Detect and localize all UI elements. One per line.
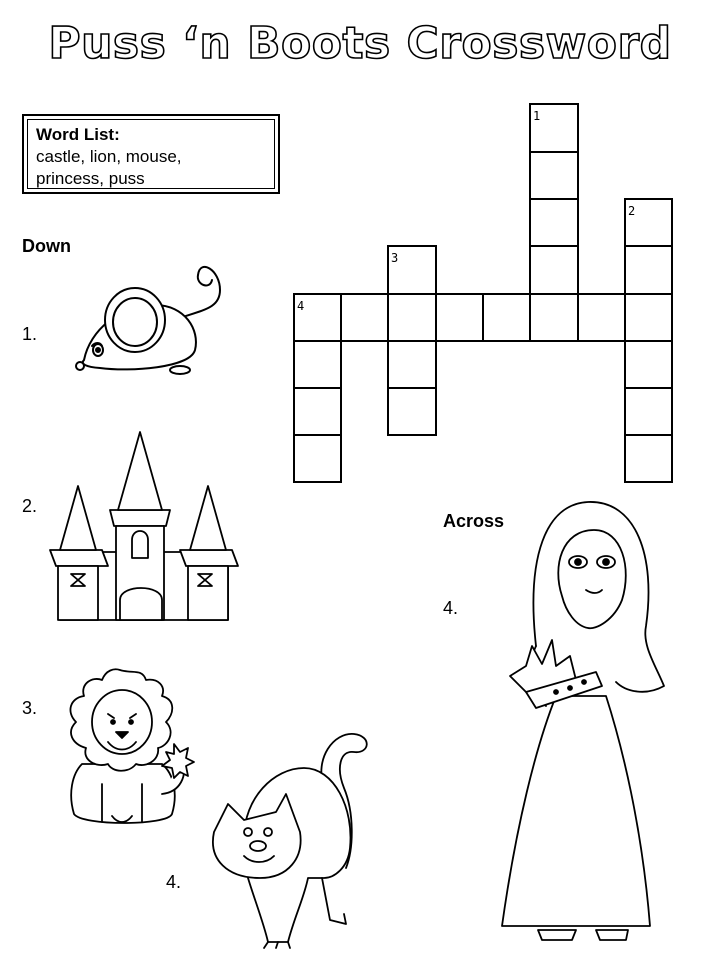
grid-cell[interactable]: [625, 388, 672, 435]
page-title: Puss ‘n Boots Crossword: [48, 18, 672, 69]
grid-cell[interactable]: [530, 246, 578, 294]
grid-number-3: 3: [391, 251, 399, 265]
lion-icon: [62, 664, 202, 834]
mouse-icon: [70, 250, 250, 380]
grid-cell[interactable]: [436, 294, 483, 341]
grid-number-1: 1: [533, 109, 541, 123]
grid-cell[interactable]: [625, 294, 672, 341]
grid-cell[interactable]: [388, 294, 436, 341]
castle-icon: [46, 428, 242, 624]
grid-cell[interactable]: [294, 435, 341, 482]
grid-cell[interactable]: [294, 388, 341, 435]
word-list-heading: Word List:: [36, 125, 120, 144]
grid-cell[interactable]: [341, 294, 388, 341]
grid-cell[interactable]: [530, 152, 578, 200]
down-clue-3: 3.: [22, 698, 38, 718]
grid-number-2: 2: [628, 204, 636, 218]
grid-cell[interactable]: [530, 199, 578, 247]
down-heading: Down: [22, 236, 71, 256]
grid-cell[interactable]: [625, 341, 672, 388]
down-clue-4: 4.: [166, 872, 182, 892]
cat-icon: [204, 728, 384, 950]
princess-icon: [496, 496, 676, 950]
grid-cell[interactable]: [625, 246, 672, 294]
grid-cell[interactable]: [530, 294, 578, 341]
grid-cell[interactable]: [388, 388, 436, 435]
grid-cell[interactable]: [388, 341, 436, 388]
grid-cell[interactable]: [294, 341, 341, 388]
across-heading: Across: [443, 511, 505, 531]
across-clue-4: 4.: [443, 598, 459, 618]
word-list-words-2: princess, puss: [36, 169, 145, 188]
grid-number-4: 4: [297, 299, 305, 313]
word-list-words-1: castle, lion, mouse,: [36, 147, 182, 166]
down-clue-2: 2.: [22, 496, 38, 516]
grid-cell[interactable]: [483, 294, 530, 341]
grid-cell[interactable]: [625, 435, 672, 482]
grid-cell[interactable]: [578, 294, 625, 341]
down-clue-1: 1.: [22, 324, 38, 344]
